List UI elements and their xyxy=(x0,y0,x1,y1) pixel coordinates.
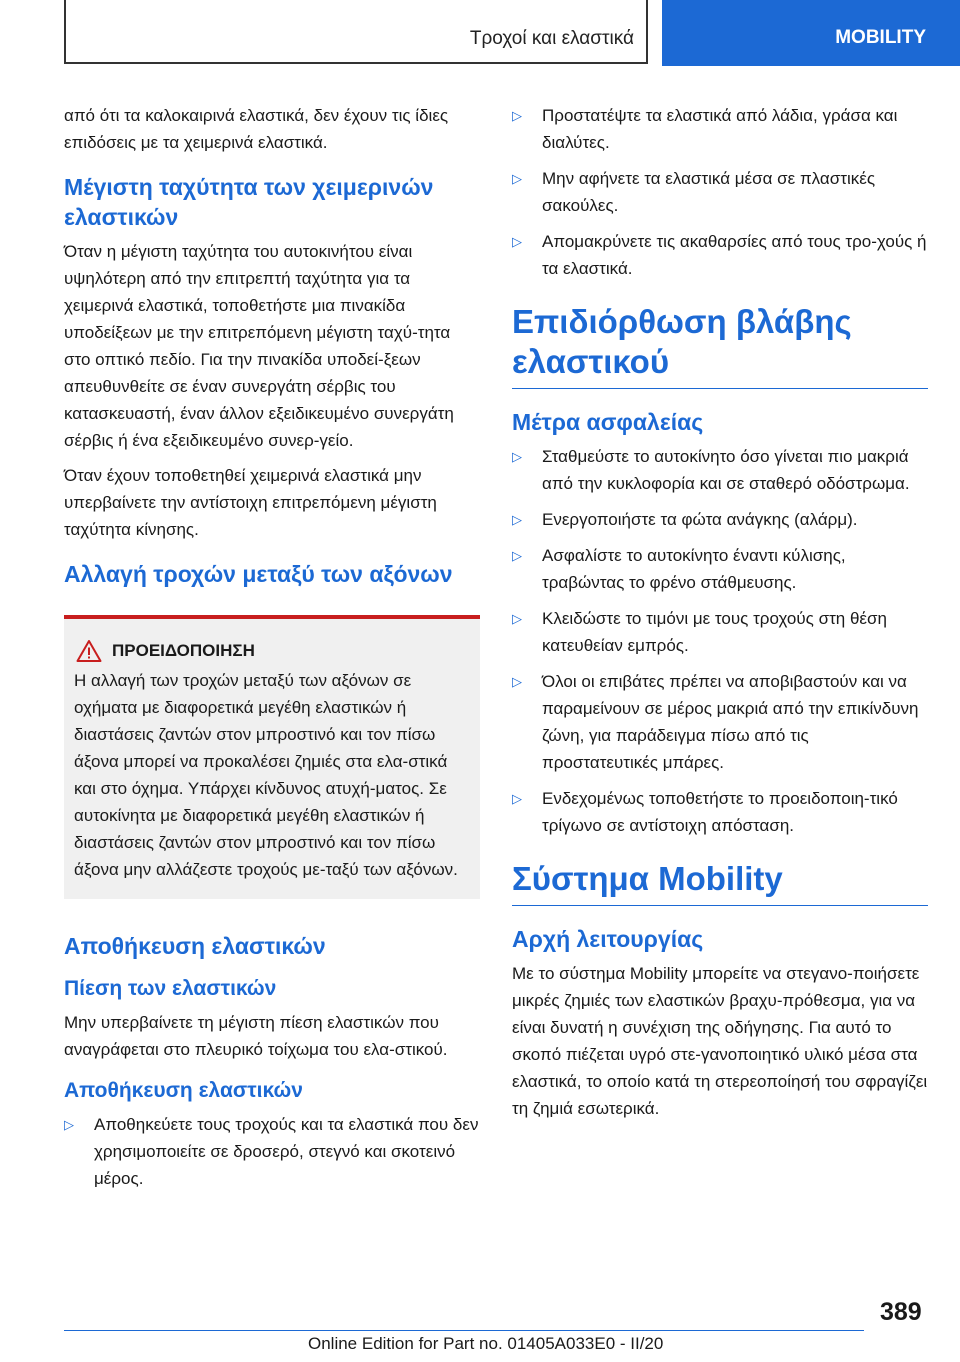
list-item-text: Απομακρύνετε τις ακαθαρσίες από τους τρο-χούς ή τα ελαστικά. xyxy=(542,232,927,278)
heading-tire-repair: Επιδιόρθωση βλάβης ελαστικού xyxy=(512,302,928,389)
list-item xyxy=(512,165,928,219)
intro-paragraph: από ότι τα καλοκαιρινά ελαστικά, δεν έχουν τις ίδιες επιδόσεις με τα χειμερινά ελαστικά. xyxy=(64,106,449,152)
list-item xyxy=(512,668,928,776)
operating-principle-paragraph: Με το σύστημα Mobility μπορείτε να στεγανο-ποιήσετε μικρές ζημιές των ελαστικών βραχυ-πρόθεσμα, για να είναι δυνατή η συνέχιση της οδήγησης. Για αυτό το σκοπό πιέζεται υγρό στε-γανοποιητικό υλικό μέσα στα ελαστικά, το οποίο κατά τη στερεοποίησή του σφραγίζει τη ζημιά εσωτερικά. xyxy=(512,964,928,1118)
tire-pressure-paragraph: Μην υπερβαίνετε τη μέγιστη πίεση ελαστικών που αναγράφεται στο πλευρικό τοίχωμα του ελα-στικού. xyxy=(64,1013,448,1059)
list-item-text: Προστατέψτε τα ελαστικά από λάδια, γράσα και διαλύτες. xyxy=(542,106,898,152)
heading-max-speed: Μέγιστη ταχύτητα των χειμερινών ελαστικών xyxy=(64,174,434,230)
list-item xyxy=(512,443,928,497)
header-box xyxy=(64,0,648,64)
list-item xyxy=(512,542,928,596)
footer-rule xyxy=(64,1330,864,1331)
warning-box xyxy=(64,615,480,899)
heading-storage-sub: Αποθήκευση ελαστικών xyxy=(64,1079,303,1102)
triangle-right-icon: ▷ xyxy=(512,791,522,806)
heading-tire-pressure: Πίεση των ελαστικών xyxy=(64,977,277,1000)
storage-list xyxy=(64,1111,480,1192)
edition-text: Online Edition for Part no. 01405A033E0 - II/20 xyxy=(308,1334,664,1353)
heading-mobility-system: Σύστημα Mobility xyxy=(512,859,928,906)
triangle-right-icon: ▷ xyxy=(512,512,522,527)
heading-operating-principle: Αρχή λειτουργίας xyxy=(512,926,704,952)
triangle-right-icon: ▷ xyxy=(64,1117,74,1132)
list-item-text: Κλειδώστε το τιμόνι με τους τροχούς στη θέση κατευθείαν εμπρός. xyxy=(542,609,887,655)
left-column xyxy=(64,102,480,1201)
section-tab: MOBILITY xyxy=(662,0,960,66)
list-item-text: Αποθηκεύετε τους τροχούς και τα ελαστικά που δεν χρησιμοποιείτε σε δροσερό, στεγνό και σκοτεινό μέρος. xyxy=(94,1115,479,1188)
list-item-text: Όλοι οι επιβάτες πρέπει να αποβιβαστούν και να παραμείνουν σε μέρος μακριά από την επικίνδυνη ζώνη, για παράδειγμα πίσω από τις προστατευτικές μπάρες. xyxy=(542,672,919,772)
triangle-right-icon: ▷ xyxy=(512,171,522,186)
storage-list-continued xyxy=(512,102,928,282)
safety-list xyxy=(512,443,928,839)
list-item xyxy=(512,506,928,533)
max-speed-paragraph-1: Όταν η μέγιστη ταχύτητα του αυτοκινήτου είναι υψηλότερη από την επιτρεπτή ταχύτητα για τα χειμερινά ελαστικά, τοποθετήστε μια πινακίδα υποδείξεων με την επιτρεπόμενη μέγιστη ταχύ-τητα στο οπτικό πεδίο. Για την πινακίδα υποδεί-ξεων απευθυνθείτε σε έναν συνεργάτη σέρβις του κατασκευαστή, έναν άλλον εξειδικευμένο συνεργάτη σέρβις ή ένα εξειδικευμένο συνερ-γείο. xyxy=(64,242,454,450)
list-item-text: Ασφαλίστε το αυτοκίνητο έναντι κύλισης, τραβώντας το φρένο στάθμευσης. xyxy=(542,546,846,592)
warning-triangle-icon xyxy=(76,639,102,663)
page-number: 389 xyxy=(880,1298,922,1326)
list-item-text: Μην αφήνετε τα ελαστικά μέσα σε πλαστικές σακούλες. xyxy=(542,169,876,215)
list-item-text: Ενδεχομένως τοποθετήστε το προειδοποιη-τικό τρίγωνο σε αντίστοιχη απόσταση. xyxy=(542,789,898,835)
list-item xyxy=(64,1111,480,1192)
triangle-right-icon: ▷ xyxy=(512,611,522,626)
heading-safety-measures: Μέτρα ασφαλείας xyxy=(512,409,704,435)
list-item xyxy=(512,785,928,839)
list-item xyxy=(512,102,928,156)
list-item-text: Σταθμεύστε το αυτοκίνητο όσο γίνεται πιο μακριά από την κυκλοφορία και σε σταθερό οδόστρωμα. xyxy=(542,447,910,493)
triangle-right-icon: ▷ xyxy=(512,449,522,464)
triangle-right-icon: ▷ xyxy=(512,108,522,123)
right-column xyxy=(512,102,928,1130)
max-speed-paragraph-2: Όταν έχουν τοποθετηθεί χειμερινά ελαστικά μην υπερβαίνετε την αντίστοιχη επιτρεπόμενη μέγιστη ταχύτητα κίνησης. xyxy=(64,466,437,539)
list-item-text: Ενεργοποιήστε τα φώτα ανάγκης (αλάρμ). xyxy=(542,510,858,529)
warning-title: ΠΡΟΕΙΔΟΠΟΙΗΣΗ xyxy=(112,641,255,660)
list-item xyxy=(512,228,928,282)
warning-header xyxy=(74,639,468,663)
warning-text: Η αλλαγή των τροχών μεταξύ των αξόνων σε οχήματα με διαφορετικά μεγέθη ελαστικών ή διαστάσεις ζαντών στον μπροστινό και τον πίσω άξονα μπορεί να προκαλέσει ζημιές στα ελα-στικά και στο όχημα. Υπάρχει κίνδυνος ατυχή-ματος. Σε αυτοκίνητα με διαφορετικά μεγέθη ελαστικών ή διαστάσεις ζαντών στον μπροστινό και τον πίσω άξονα μην αλλάζεστε τροχούς με-ταξύ των αξόνων. xyxy=(74,671,458,879)
chapter-title: Τροχοί και ελαστικά xyxy=(469,28,634,49)
triangle-right-icon: ▷ xyxy=(512,548,522,563)
heading-tire-storage: Αποθήκευση ελαστικών xyxy=(64,933,326,959)
triangle-right-icon: ▷ xyxy=(512,234,522,249)
list-item xyxy=(512,605,928,659)
heading-wheel-swap: Αλλαγή τροχών μεταξύ των αξόνων xyxy=(64,561,453,587)
triangle-right-icon: ▷ xyxy=(512,674,522,689)
